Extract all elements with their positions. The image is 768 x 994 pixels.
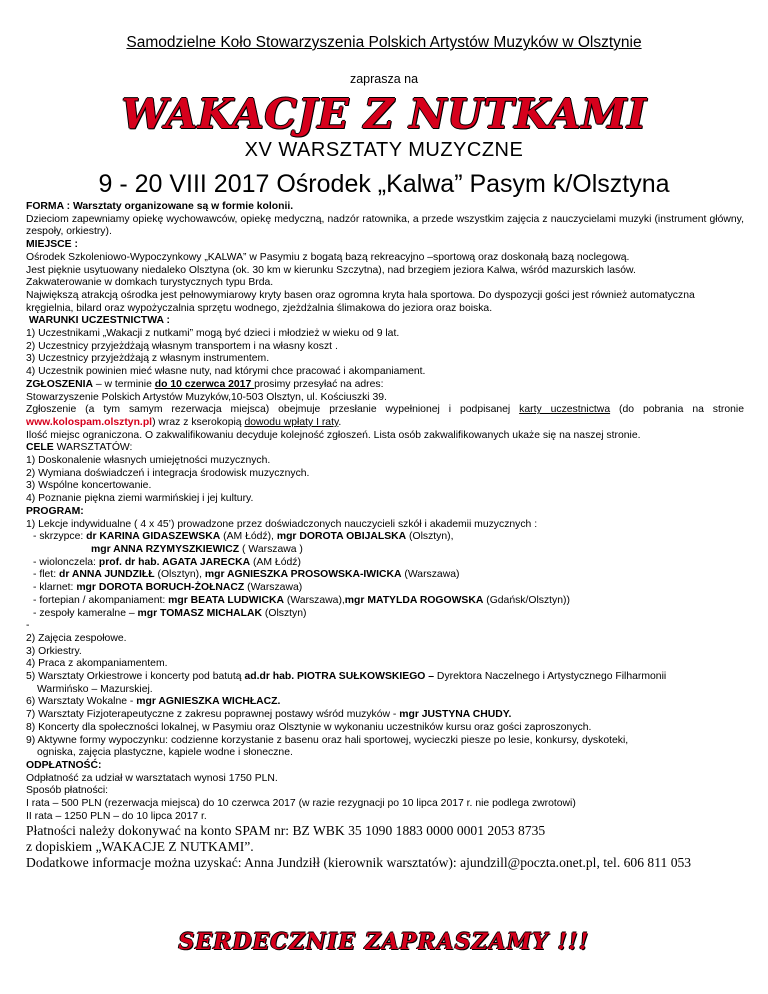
event-title: WAKACJE Z NUTKAMI bbox=[121, 90, 647, 138]
bank-note: z dopiskiem „WAKACJE Z NUTKAMI”. bbox=[26, 839, 254, 855]
contact-info: Dodatkowe informacje można uzyskać: Anna Jundziłł (kierownik warsztatów): ajundzill@poczta.onet.pl, tel. 606 811 053 bbox=[26, 855, 692, 871]
program-item-9-cont: ogniska, zajęcia plastyczne, kąpiele wodne i słoneczne. bbox=[37, 747, 293, 759]
program-dash: - bbox=[26, 620, 30, 632]
warunki-item: 4) Uczestnik powinien mieć własne nuty, nad którymi chce pracować i akompaniament. bbox=[26, 366, 426, 378]
zgloszenia-limit: Ilość miejsc ograniczona. O zakwalifikowaniu decyduje kolejność zgłoszeń. Lista osób zakwalifikowanych ukaże się na naszej stronie. bbox=[26, 429, 641, 441]
oplata-heading: ODPŁATNOŚĆ: bbox=[26, 759, 102, 771]
miejsce-line: Zakwaterowanie w domkach turystycznych typu Brda. bbox=[26, 277, 274, 289]
program-item-6: 6) Warsztaty Wokalne - mgr AGNIESZKA WICHŁACZ. bbox=[26, 696, 281, 708]
cele-heading: CELE WARSZTATÓW: bbox=[26, 442, 133, 454]
program-chamber: - zespoły kameralne – mgr TOMASZ MICHALAK (Olsztyn) bbox=[33, 607, 307, 619]
oplata-line: Odpłatność za udział w warsztatach wynosi 1750 PLN. bbox=[26, 772, 278, 784]
miejsce-heading: MIEJSCE : bbox=[26, 239, 78, 251]
program-item-4: 4) Praca z akompaniamentem. bbox=[26, 658, 168, 670]
event-dates: 9 - 20 VIII 2017 Ośrodek „Kalwa” Pasym k/Olsztyna bbox=[98, 170, 670, 198]
miejsce-line: Ośrodek Szkoleniowo-Wypoczynkowy „KALWA” w Pasymiu z bogatą bazą rekreacyjno –sportową oraz doskonałą bazą noclegową. bbox=[26, 251, 630, 263]
flyer-body bbox=[26, 201, 744, 871]
cele-item: 2) Wymiana doświadczeń i integracja środowisk muzycznych. bbox=[26, 467, 310, 479]
website-link[interactable]: www.kolospam.olsztyn.pl bbox=[26, 416, 153, 428]
invite-text: zaprasza na bbox=[349, 72, 419, 86]
warunki-heading: WARUNKI UCZESTNICTWA : bbox=[28, 315, 170, 327]
bank-account: Płatności należy dokonywać na konto SPAM nr: BZ WBK 35 1090 1883 0000 0001 2053 8735 bbox=[26, 823, 546, 839]
cele-item: 1) Doskonalenie własnych umiejętności muzycznych. bbox=[26, 455, 271, 467]
miejsce-line: Jest pięknie usytuowany niedaleko Olsztyna (ok. 30 km w kierunku Szczytna), nad brzegiem jeziora Kalwa, wśród mazurskich lasów. bbox=[26, 264, 636, 276]
registration-card-link[interactable]: karty uczestnictwa bbox=[519, 404, 611, 416]
program-item-8: 8) Koncerty dla społeczności lokalnej, w Pasymiu oraz Olsztynie w wykonaniu uczestników kursu oraz gości zaproszonych. bbox=[26, 721, 592, 733]
program-item-1: 1) Lekcje indywidualne ( 4 x 45’) prowadzone przez doświadczonych nauczycieli szkół i akademii muzycznych : bbox=[26, 518, 538, 530]
program-violin-2: mgr ANNA RZYMYSZKIEWICZ ( Warszawa ) bbox=[91, 543, 303, 555]
program-item-7: 7) Warsztaty Fizjoterapeutyczne z zakresu poprawnej postawy wśród muzyków - mgr JUSTYNA CHUDY. bbox=[26, 709, 512, 721]
deadline-text: do 10 czerwca 2017 bbox=[154, 378, 255, 390]
organization-name: Samodzielne Koło Stowarzyszenia Polskich Artystów Muzyków w Olsztynie bbox=[126, 34, 642, 51]
warunki-item: 2) Uczestnicy przyjeżdżają własnym transportem i na własny koszt . bbox=[26, 340, 338, 352]
closing-invitation: SERDECZNIE ZAPRASZAMY !!! bbox=[178, 929, 590, 955]
oplata-line: Sposób płatności: bbox=[26, 785, 109, 797]
forma-text: Dzieciom zapewniamy opiekę wychowawców, opiekę medyczną, nadzór ratownika, a przede wszystkim zajęcia z nauczycielami muzyki (instrument główny, zespoły, orkiestry). bbox=[26, 213, 744, 238]
payment-proof-text: dowodu wpłaty I raty bbox=[244, 416, 339, 428]
program-heading: PROGRAM: bbox=[26, 505, 84, 517]
warunki-item: 1) Uczestnikami „Wakacji z nutkami” mogą być dzieci i młodzież w wieku od 9 lat. bbox=[26, 328, 400, 340]
program-violin: - skrzypce: dr KARINA GIDASZEWSKA (AM Łódź), mgr DOROTA OBIJALSKA (Olsztyn), bbox=[33, 531, 454, 543]
program-flute: - flet: dr ANNA JUNDZIŁŁ (Olsztyn), mgr AGNIESZKA PROSOWSKA-IWICKA (Warszawa) bbox=[33, 569, 460, 581]
zgloszenia-address: Stowarzyszenie Polskich Artystów Muzyków,10-503 Olsztyn, ul. Kościuszki 39. bbox=[26, 391, 387, 403]
forma-heading: FORMA : Warsztaty organizowane są w formie kolonii. bbox=[26, 201, 294, 212]
program-item-3: 3) Orkiestry. bbox=[26, 645, 82, 657]
zgloszenia-heading: ZGŁOSZENIA bbox=[26, 378, 93, 390]
oplata-line: II rata – 1250 PLN – do 10 lipca 2017 r. bbox=[26, 810, 207, 822]
zgloszenia-intro: ZGŁOSZENIA – w terminie do 10 czerwca 2017 prosimy przesyłać na adres: bbox=[26, 378, 384, 390]
program-cello: - wiolonczela: prof. dr hab. AGATA JARECKA (AM Łódź) bbox=[33, 556, 301, 568]
cele-item: 4) Poznanie piękna ziemi warmińskiej i jej kultury. bbox=[26, 493, 254, 505]
warunki-item: 3) Uczestnicy przyjeżdżają z własnym instrumentem. bbox=[26, 353, 270, 365]
miejsce-line: Największą atrakcją ośrodka jest pełnowymiarowy kryty basen oraz ogromna kryta hala sportowa. Do dyspozycji gości jest również automatyczna kręgielnia, bilard oraz wypożyczalnia sprzętu wodnego, zjeżdżalnia ślimakowa do jeziora oraz boiska. bbox=[26, 289, 695, 314]
event-subtitle: XV WARSZTATY MUZYCZNE bbox=[244, 139, 524, 161]
program-clarinet: - klarnet: mgr DOROTA BORUCH-ŻOŁNACZ (Warszawa) bbox=[33, 582, 303, 594]
oplata-line: I rata – 500 PLN (rezerwacja miejsca) do 10 czerwca 2017 (w razie rezygnacji po 10 lipca 2017 r. nie podlega zwrotowi) bbox=[26, 798, 576, 810]
program-item-5: 5) Warsztaty Orkiestrowe i koncerty pod batutą ad.dr hab. PIOTRA SUŁKOWSKIEGO – Dyrektora Naczelnego i Artystycznego Filharmonii bbox=[26, 671, 667, 683]
program-item-5-cont: Warmińsko – Mazurskiej. bbox=[37, 683, 153, 695]
program-item-2: 2) Zajęcia zespołowe. bbox=[26, 632, 127, 644]
program-item-9: 9) Aktywne formy wypoczynku: codzienne korzystanie z basenu oraz hali sportowej, wycieczki piesze po lesie, konkursy, dyskoteki, bbox=[26, 734, 629, 746]
program-piano: - fortepian / akompaniament: mgr BEATA LUDWICKA (Warszawa),mgr MATYLDA ROGOWSKA (Gdańsk/Olsztyn)) bbox=[33, 594, 570, 606]
zgloszenia-text: Zgłoszenie (a tym samym rezerwacja miejsca) obejmuje przesłanie wypełnionej i podpisanej karty uczestnictwa (do pobrania na stronie www.kolospam.olsztyn.pl) wraz z kserokopią dowodu wpłaty I raty. bbox=[26, 404, 744, 428]
cele-item: 3) Wspólne koncertowanie. bbox=[26, 480, 152, 492]
